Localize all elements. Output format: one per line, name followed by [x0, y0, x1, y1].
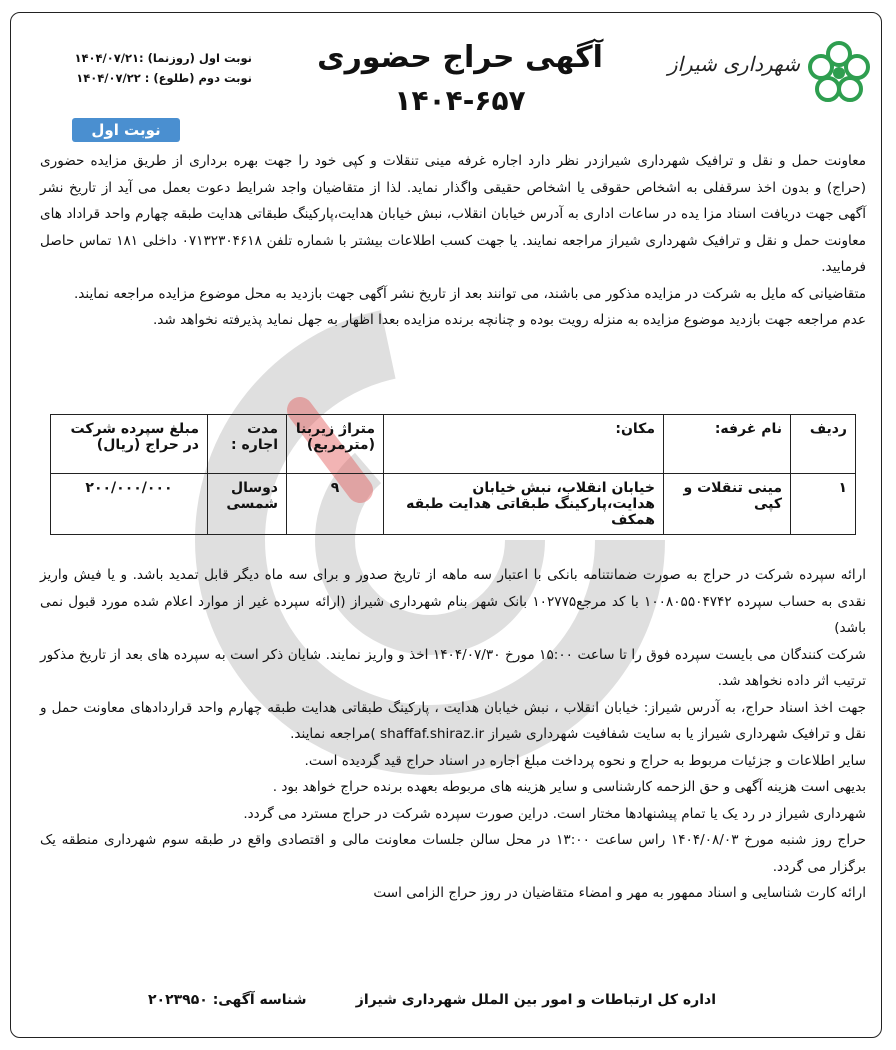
condition-item: سایر اطلاعات و جزئیات مربوط به حراج و نحوه پرداخت مبلغ اجاره در اسناد حراج قید گردیده است. — [304, 752, 866, 769]
footer-department: اداره کل ارتباطات و امور بین الملل شهرداری شیراز — [355, 992, 716, 1008]
intro-section — [40, 148, 866, 334]
page-title: آگهی حراج حضوری — [317, 40, 603, 75]
cell-row-number: ۱ — [791, 474, 856, 535]
cell-deposit: ۲۰۰/۰۰۰/۰۰۰ — [51, 474, 208, 535]
ad-number: ۱۴۰۴-۶۵۷ — [394, 84, 526, 117]
publication-dates — [22, 48, 252, 88]
condition-item: بدیهی است هزینه آگهی و حق الزحمه کارشناسی و سایر هزینه های مربوطه بعهده برنده حراج خواهد بود . — [272, 779, 866, 795]
header-duration: مدت اجاره : — [208, 415, 287, 474]
cell-booth-name: مینی تنقلات و کپی — [664, 474, 791, 535]
intro-paragraph: معاونت حمل و نقل و ترافیک شهرداری شیرازدر نظر دارد اجاره غرفه مینی تنقلات و کپی خود را جهت بهره برداری از طریق مزایده حضوری (حراج) و بدون اخذ سرقفلی به اشخاص حقوقی یا اشخاص حقیقی واگذار نماید. لذا از متقاضیان واجد شرایط دعوت بعمل می آید از تاریخ نشر آگهی جهت دریافت اسناد مزا یده در ساعات اداری به آدرس خیابان انقلاب، نبش خیابان هدایت،پارکینگ طبقاتی هدایت طبقه چهارم واحد قراداد های معاونت حمل و نقل و ترافیک شهرداری شیراز مراجعه نمایند. یا جهت کسب اطلاعات بیشتر با شماره تلفن ۰۷۱۳۲۳۰۴۶۱۸ داخلی ۱۸۱ تماس حاصل فرمایید. — [40, 153, 867, 275]
condition-item: ارائه کارت شناسایی و اسناد ممهور به مهر و امضاء متقاضیان در روز حراج الزامی است — [373, 885, 866, 901]
table-row — [51, 474, 856, 535]
municipality-logo-icon — [804, 38, 874, 108]
cell-area: ۹ — [287, 474, 384, 535]
intro-paragraph: متقاضیانی که مایل به شرکت در مزایده مذکور می باشند، می توانند بعد از تاریخ نشر آگهی جهت بازدید به محل موضوع مزایده مراجعه نمایند. — [73, 285, 866, 302]
header-area: متراژ زیربنا (مترمربع) — [287, 415, 384, 474]
organization-name: شهرداری شیراز — [667, 52, 800, 76]
cell-location: خیابان انقلاب، نبش خیابان هدایت،پارکینگ طبقاتی هدایت طبقه همکف — [384, 474, 664, 535]
condition-item: شرکت کنندگان می بایست سپرده فوق را تا ساعت ۱۵:۰۰ مورخ ۱۴۰۴/۰۷/۳۰ اخذ و واریز نمایند. شایان ذکر است به سپرده های بعد از تاریخ مذکور ترتیب اثر داده نخواهد شد. — [40, 646, 867, 689]
auction-table — [50, 414, 856, 535]
header-booth-name: نام غرفه: — [664, 415, 791, 474]
table-header-row — [51, 415, 856, 474]
condition-item: حراج روز شنبه مورخ ۱۴۰۴/۰۸/۰۳ راس ساعت ۱۳:۰۰ در محل سالن جلسات معاونت مالی و اقتصادی واقع در طبقه سوم شهرداری منطقه یک برگزار می گردد. — [40, 832, 866, 875]
intro-paragraph: عدم مراجعه جهت بازدید موضوع مزایده به منزله رویت بوده و چنانچه برنده مزایده بعدا اظهار به جهل نماید پذیرفته نخواهد شد. — [152, 312, 866, 328]
condition-item: شهرداری شیراز در رد یک یا تمام پیشنهادها مختار است. دراین صورت سپرده شرکت در حراج مسترد می گردد. — [243, 805, 866, 822]
cell-duration: دوسال شمسی — [208, 474, 287, 535]
first-publication-date: نوبت اول (روزنما) :۱۴۰۴/۰۷/۲۱ — [74, 51, 252, 65]
header-row-number: ردیف — [791, 415, 856, 474]
header-deposit: مبلغ سپرده شرکت در حراج (ریال) — [51, 415, 208, 474]
header-location: مکان: — [384, 415, 664, 474]
second-publication-date: نوبت دوم (طلوع) : ۱۴۰۴/۰۷/۲۲ — [76, 71, 252, 85]
condition-item: ارائه سپرده شرکت در حراج به صورت ضمانتنامه بانکی با اعتبار سه ماهه از تاریخ صدور و برای سه ماه دیگر قابل تمدید باشد. و یا فیش واریز نقدی به حساب سپرده ۱۰۰۸۰۵۵۰۴۷۴۲ با کد مرجع۱۰۲۷۷۵ بانک شهر بنام شهرداری شیراز (ارائه سپرده غیر از موارد اعلام شده مورد قبول نمی باشد) — [40, 567, 866, 636]
condition-item: جهت اخذ اسناد حراج، به آدرس شیراز: خیابان انقلاب ، نبش خیابان هدایت ، پارکینگ طبقاتی هدایت طبقه چهارم واحد قراردادهای معاونت حمل و نقل و ترافیک شهرداری شیراز یا به سایت شفافیت شهرداری شیراز shaffaf.shiraz.ir )مراجعه نمایند. — [40, 699, 866, 742]
round-badge: نوبت اول — [72, 118, 180, 142]
conditions-section — [40, 562, 866, 907]
auction-table-container — [50, 414, 856, 535]
footer-ad-id: شناسه آگهی: ۲۰۲۳۹۵۰ — [148, 992, 307, 1008]
